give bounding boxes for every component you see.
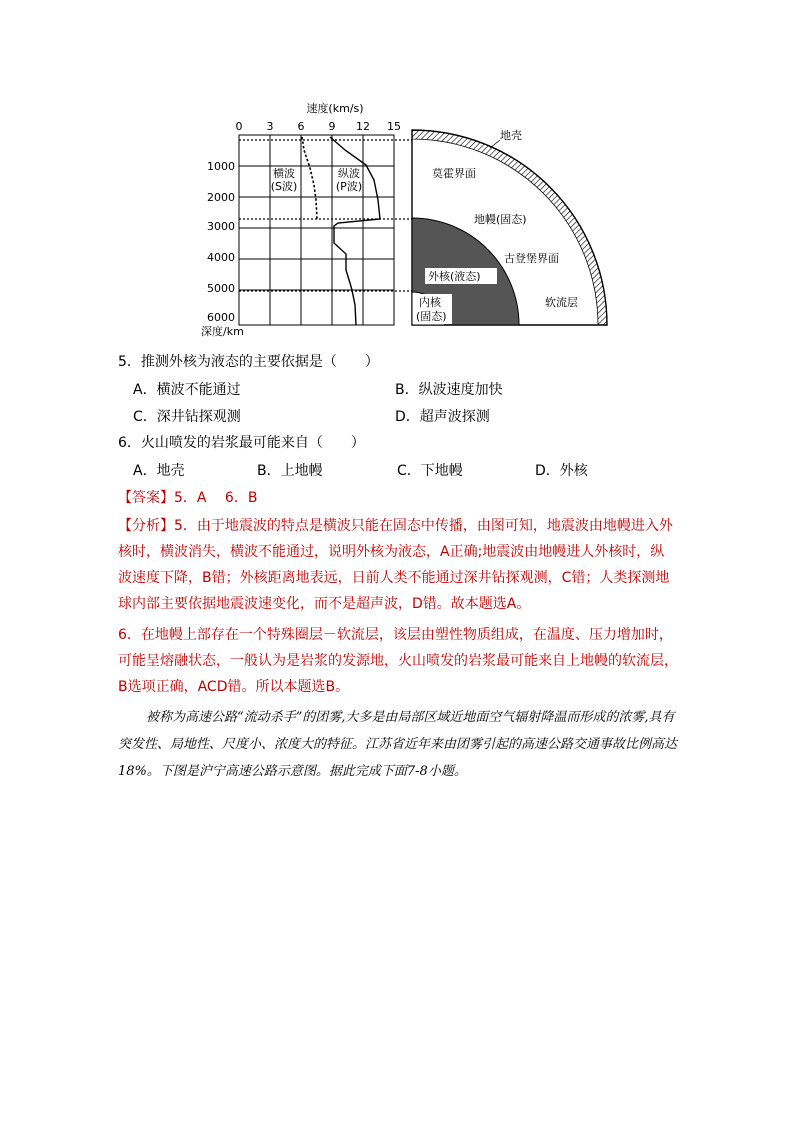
q6-stem: 6．火山喷发的岩浆最可能来自（ ） bbox=[118, 435, 365, 451]
s-wave-label: 横波 bbox=[273, 167, 295, 180]
p-wave-curve bbox=[330, 137, 380, 325]
q5-option-b[interactable]: B．纵波速度加快 bbox=[395, 382, 503, 398]
analysis-p1 bbox=[118, 513, 678, 617]
q5-stem: 5．推测外核为液态的主要依据是（ ） bbox=[118, 354, 379, 370]
asthenosphere-label: 软流层 bbox=[545, 296, 578, 309]
crust-label: 地壳 bbox=[500, 129, 522, 142]
analysis-label: 【分析】 bbox=[118, 518, 174, 534]
speed-axis-label: 速度(km/s) bbox=[306, 102, 364, 115]
q6-option-c[interactable]: C．下地幔 bbox=[397, 463, 463, 479]
inner-core-label: 内核 bbox=[419, 296, 441, 309]
outer-core-label: 外核(液态) bbox=[428, 270, 481, 283]
s-wave-curve bbox=[302, 137, 317, 219]
p-wave-label: 纵波 bbox=[338, 167, 360, 180]
depth-tick: 5000 bbox=[207, 282, 235, 295]
answer-line bbox=[118, 488, 257, 508]
depth-tick: 1000 bbox=[207, 160, 235, 173]
mantle-label: 地幔(固态) bbox=[474, 213, 527, 226]
q6-option-a[interactable]: A．地壳 bbox=[133, 463, 185, 479]
q6-option-d[interactable]: D．外核 bbox=[535, 463, 588, 479]
speed-tick: 0 bbox=[235, 120, 243, 133]
analysis-p2: 6．在地幔上部存在一个特殊圈层－软流层，该层由塑性物质组成，在温度、压力增加时，可能呈熔融状态，一般认为是岩浆的发源地，火山喷发的岩浆最可能来自上地幔的软流层，B选项正确，ACD错。所以本题选B。 bbox=[118, 627, 678, 695]
chart-grid bbox=[239, 135, 394, 325]
crust-leader bbox=[490, 140, 500, 148]
q5-option-d[interactable]: D．超声波探测 bbox=[395, 409, 490, 425]
speed-tick: 6 bbox=[297, 120, 305, 133]
speed-tick: 15 bbox=[387, 120, 401, 133]
gutenberg-label: 古登堡界面 bbox=[504, 252, 559, 265]
depth-axis-label: 深度/km bbox=[201, 325, 244, 338]
q5-option-a[interactable]: A．横波不能通过 bbox=[133, 382, 241, 398]
analysis-text-1: 5．由于地震波的特点是横波只能在固态中传播，由图可知，地震波由地幔进入外核时，横波消失，横波不能通过，说明外核为液态，A正确;地震波由地幔进人外核时，纵波速度下降，B错；外核距离地表远，日前人类不能通过深井钻探观测，C错；人类探测地球内部主要依据地震波速变化，而不是超声波，D错。故本题选A。 bbox=[118, 518, 673, 612]
boundary-lines bbox=[239, 140, 412, 291]
depth-tick: 6000 bbox=[207, 311, 235, 324]
seismic-wave-figure bbox=[195, 100, 615, 340]
intro-paragraph: 被称为高速公路“流动杀手”的团雾,大多是由局部区域近地面空气辐射降温而形成的浓雾,具有突发性、局地性、尺度小、浓度大的特征。江苏省近年来由团雾引起的高速公路交通事故比例高达18%。下图是沪宁高速公路示意图。据此完成下面7-8小题。 bbox=[118, 710, 678, 779]
p-wave-label: (P波) bbox=[335, 180, 363, 193]
speed-tick: 9 bbox=[328, 120, 336, 133]
answer-label: 【答案】 bbox=[118, 490, 174, 506]
answer-text: 5．A 6．B bbox=[174, 490, 258, 506]
q6-option-b[interactable]: B．上地幔 bbox=[257, 463, 323, 479]
depth-tick: 2000 bbox=[207, 191, 235, 204]
moho-label: 莫霍界面 bbox=[432, 167, 476, 180]
speed-tick: 3 bbox=[266, 120, 274, 133]
q5-option-c[interactable]: C．深井钻探观测 bbox=[133, 409, 241, 425]
inner-core-label: (固态) bbox=[416, 310, 447, 323]
depth-tick: 4000 bbox=[207, 251, 235, 264]
s-wave-label: (S波) bbox=[270, 180, 298, 193]
depth-tick: 3000 bbox=[207, 220, 235, 233]
speed-tick: 12 bbox=[356, 120, 370, 133]
